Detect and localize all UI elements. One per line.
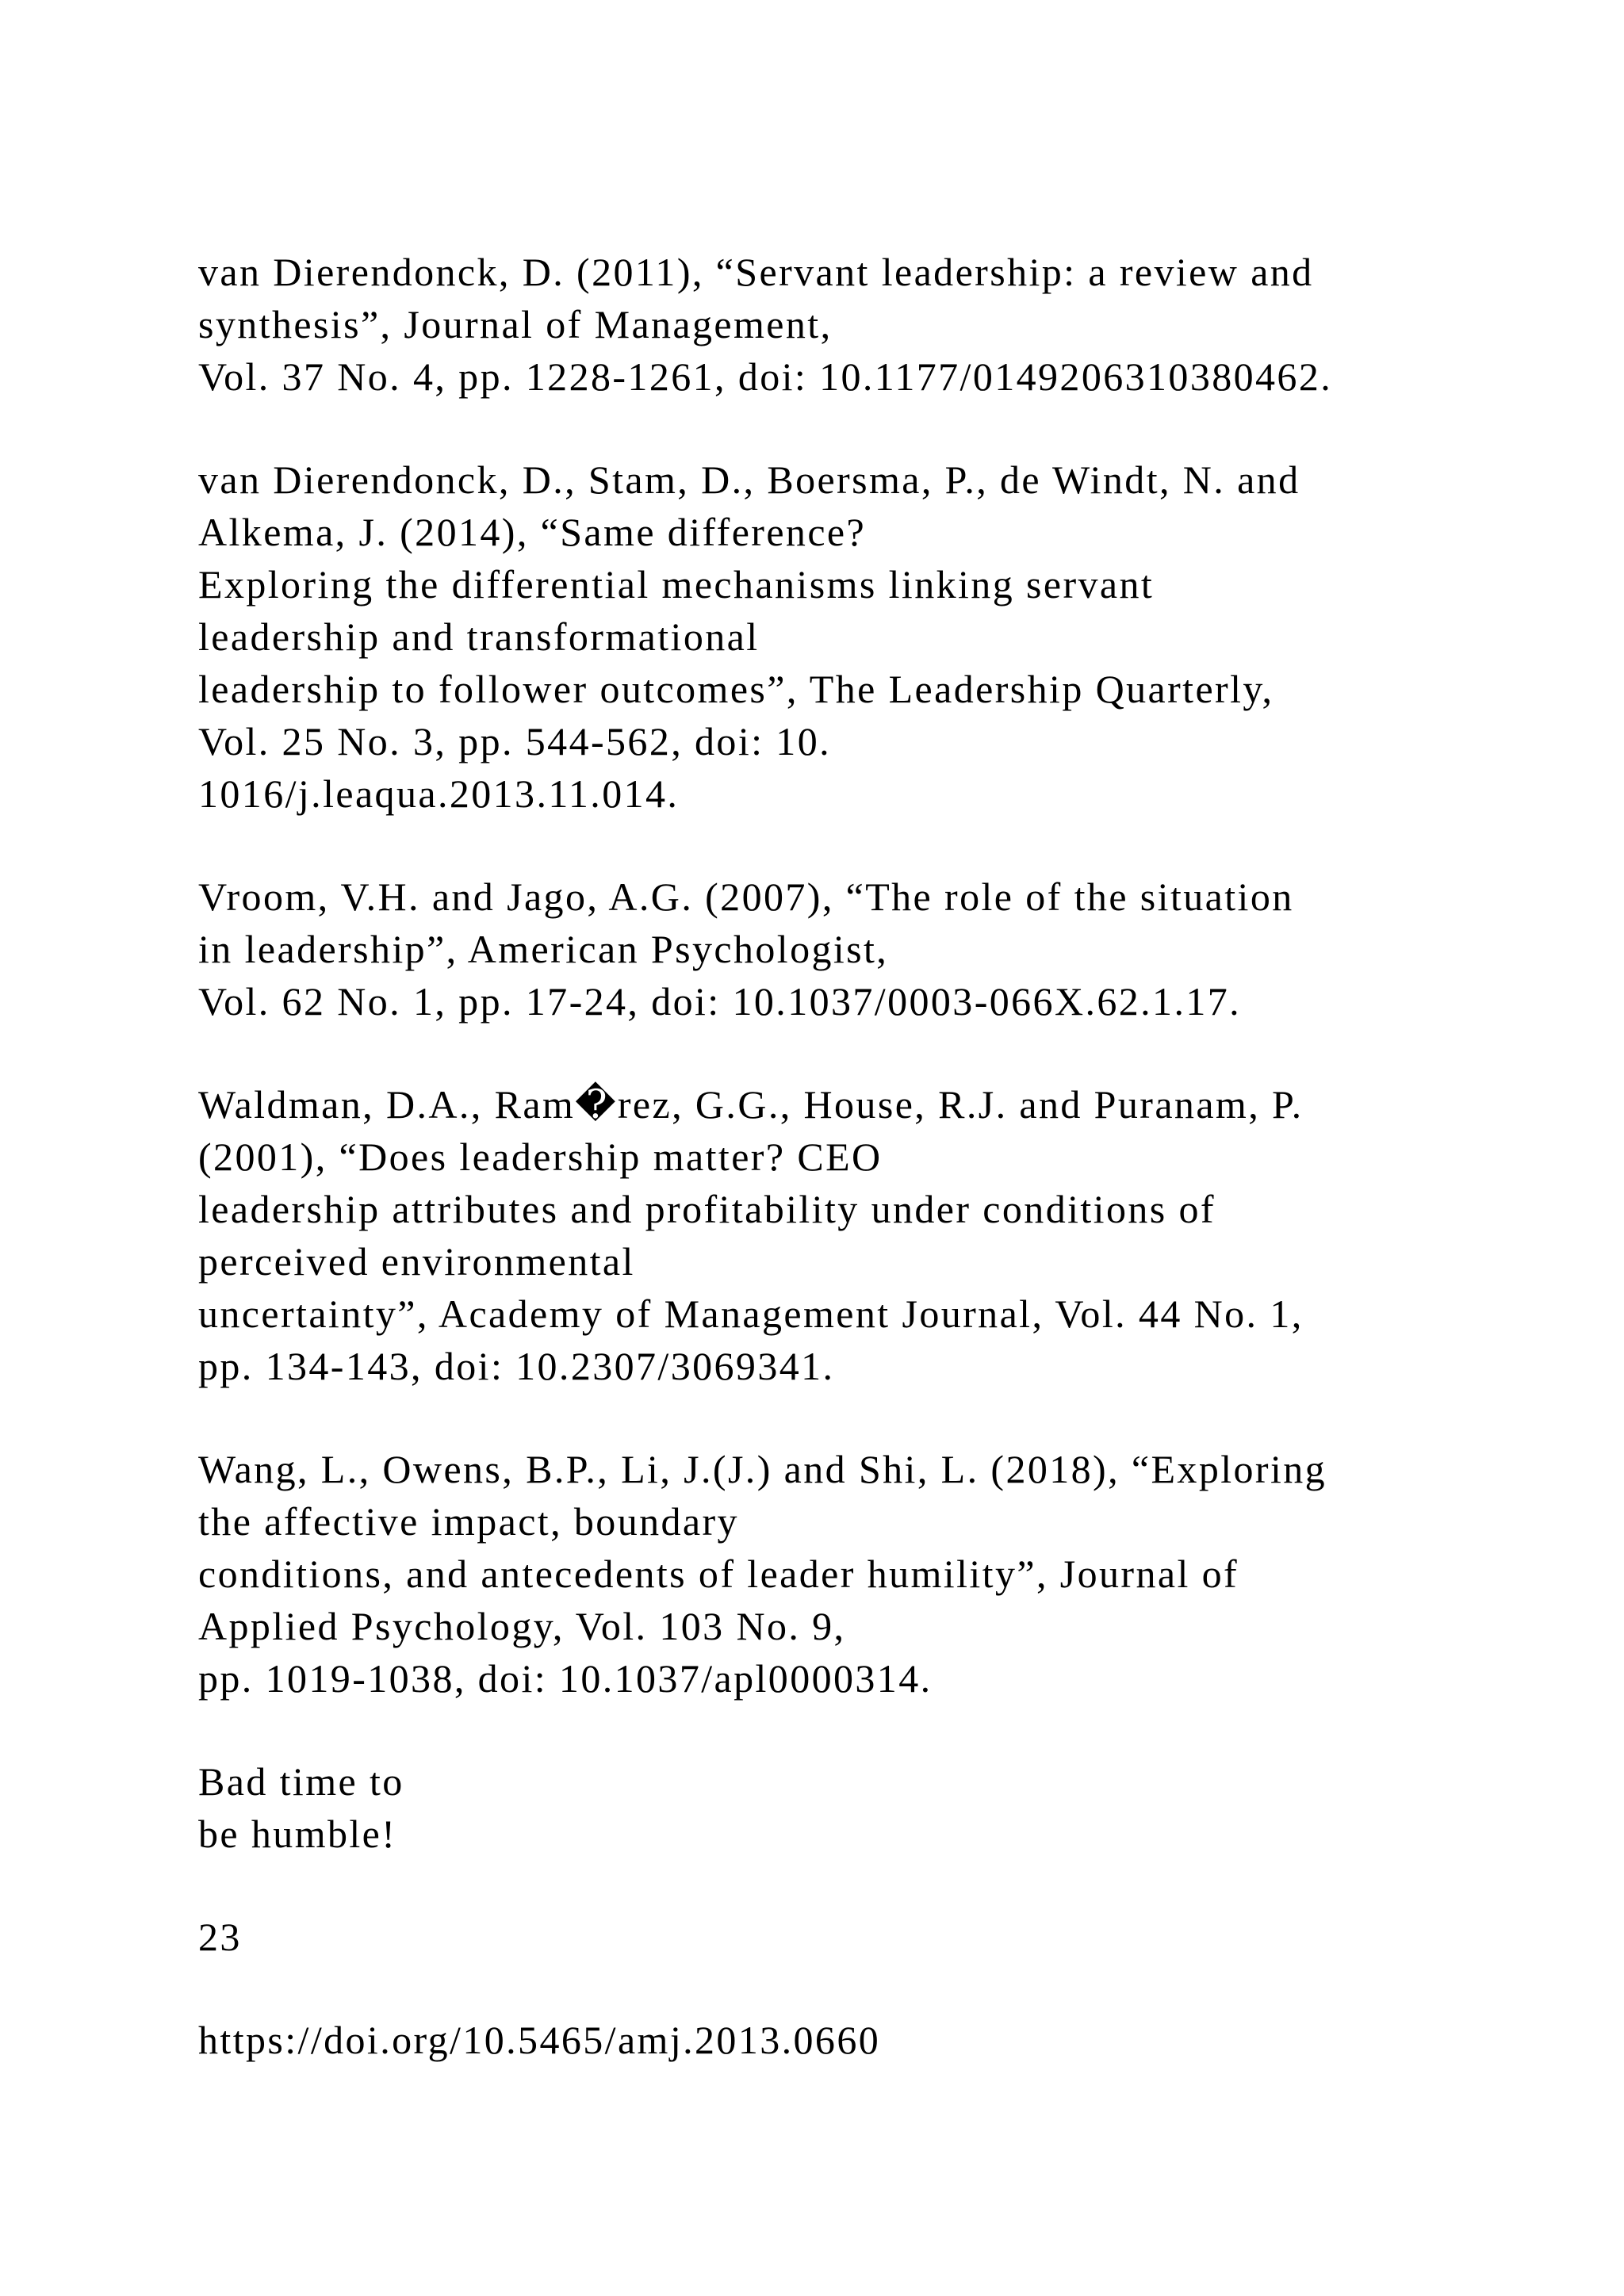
reference-wang-2018 bbox=[198, 1443, 1546, 1705]
text-line: leadership attributes and profitability under conditions of bbox=[198, 1187, 1216, 1231]
text-line: Bad time to bbox=[198, 1759, 404, 1804]
reference-van-dierendonck-2011 bbox=[198, 246, 1546, 403]
text-line: be humble! bbox=[198, 1812, 397, 1856]
text-line: Waldman, D.A., Ram�rez, G.G., House, R.J. and Puranam, P. bbox=[198, 1082, 1304, 1127]
text-line: Applied Psychology, Vol. 103 No. 9, bbox=[198, 1604, 846, 1648]
doi-link bbox=[198, 2014, 1546, 2066]
reference-van-dierendonck-2014 bbox=[198, 453, 1546, 820]
reference-vroom-2007 bbox=[198, 871, 1546, 1027]
text-line: 23 bbox=[198, 1915, 242, 1959]
running-title bbox=[198, 1755, 1546, 1860]
text-line: in leadership”, American Psychologist, bbox=[198, 927, 889, 971]
text-line: pp. 134-143, doi: 10.2307/3069341. bbox=[198, 1344, 835, 1388]
page-number bbox=[198, 1911, 1546, 1963]
text-line: 1016/j.leaqua.2013.11.014. bbox=[198, 771, 680, 816]
text-line: the affective impact, boundary bbox=[198, 1499, 739, 1544]
document-page bbox=[198, 246, 1546, 2117]
text-line: perceived environmental bbox=[198, 1239, 635, 1284]
text-line: Vroom, V.H. and Jago, A.G. (2007), “The role of the situation bbox=[198, 874, 1294, 919]
text-line: Exploring the differential mechanisms linking servant bbox=[198, 562, 1155, 607]
text-line: Vol. 62 No. 1, pp. 17-24, doi: 10.1037/0003-066X.62.1.17. bbox=[198, 979, 1242, 1024]
text-line: leadership to follower outcomes”, The Leadership Quarterly, bbox=[198, 667, 1274, 711]
text-line: uncertainty”, Academy of Management Journal, Vol. 44 No. 1, bbox=[198, 1292, 1304, 1336]
text-line: https://doi.org/10.5465/amj.2013.0660 bbox=[198, 2018, 881, 2062]
text-line: van Dierendonck, D., Stam, D., Boersma, P., de Windt, N. and bbox=[198, 457, 1300, 502]
text-line: leadership and transformational bbox=[198, 614, 760, 659]
reference-waldman-2001 bbox=[198, 1078, 1546, 1392]
text-line: Wang, L., Owens, B.P., Li, J.(J.) and Shi, L. (2018), “Exploring bbox=[198, 1447, 1327, 1491]
text-line: pp. 1019-1038, doi: 10.1037/apl0000314. bbox=[198, 1656, 933, 1701]
text-line: van Dierendonck, D. (2011), “Servant leadership: a review and bbox=[198, 250, 1314, 294]
text-line: Vol. 37 No. 4, pp. 1228-1261, doi: 10.1177/0149206310380462. bbox=[198, 354, 1333, 399]
text-line: conditions, and antecedents of leader humility”, Journal of bbox=[198, 1552, 1239, 1596]
text-line: (2001), “Does leadership matter? CEO bbox=[198, 1135, 883, 1179]
text-line: synthesis”, Journal of Management, bbox=[198, 302, 833, 346]
text-line: Vol. 25 No. 3, pp. 544-562, doi: 10. bbox=[198, 719, 831, 763]
text-line: Alkema, J. (2014), “Same difference? bbox=[198, 510, 867, 554]
